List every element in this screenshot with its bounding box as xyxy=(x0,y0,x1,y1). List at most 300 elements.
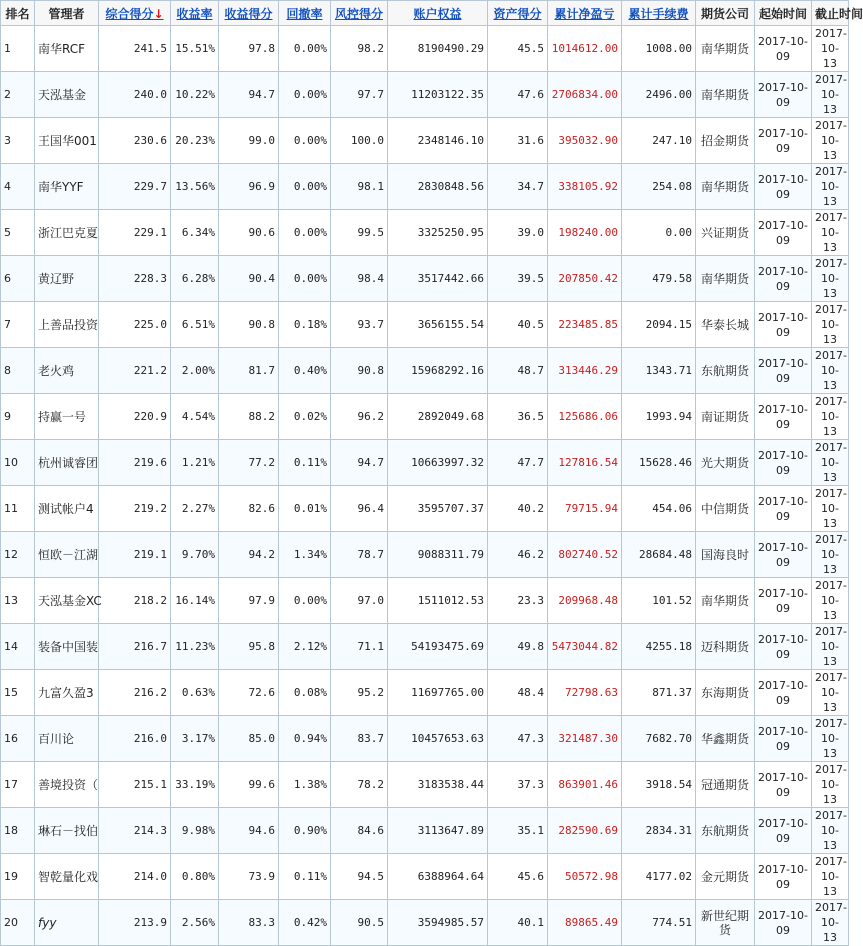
start-time-cell: 2017-10-09 xyxy=(755,716,812,762)
asset-score-cell: 45.6 xyxy=(488,854,548,900)
end-time-cell: 2017-10-13 xyxy=(812,256,849,302)
manager-name-cell[interactable]: 南华YYF xyxy=(35,164,99,210)
fees-cell: 2834.31 xyxy=(622,808,696,854)
table-row xyxy=(1,808,849,854)
composite-score-cell: 214.3 xyxy=(99,808,171,854)
header-composite-score[interactable] xyxy=(99,1,171,26)
end-time-cell: 2017-10-13 xyxy=(812,578,849,624)
company-cell: 华泰长城 xyxy=(696,302,755,348)
rank-cell: 12 xyxy=(1,532,35,578)
composite-score-cell: 216.2 xyxy=(99,670,171,716)
manager-name-cell[interactable]: 杭州诚睿团 xyxy=(35,440,99,486)
table-row xyxy=(1,670,849,716)
return-rate-cell: 16.14% xyxy=(171,578,219,624)
header-return-score[interactable]: 收益得分 xyxy=(219,1,279,26)
fees-cell: 454.06 xyxy=(622,486,696,532)
end-time-cell: 2017-10-13 xyxy=(812,624,849,670)
equity-cell: 6388964.64 xyxy=(388,854,488,900)
start-time-cell: 2017-10-09 xyxy=(755,808,812,854)
net-pnl-cell: 338105.92 xyxy=(548,164,622,210)
start-time-cell: 2017-10-09 xyxy=(755,854,812,900)
end-time-cell: 2017-10-13 xyxy=(812,808,849,854)
net-pnl-cell: 198240.00 xyxy=(548,210,622,256)
asset-score-cell: 31.6 xyxy=(488,118,548,164)
net-pnl-cell: 223485.85 xyxy=(548,302,622,348)
drawdown-cell: 0.00% xyxy=(279,210,331,256)
composite-score-cell: 225.0 xyxy=(99,302,171,348)
table-row xyxy=(1,578,849,624)
start-time-cell: 2017-10-09 xyxy=(755,26,812,72)
manager-name-cell[interactable]: 老火鸡 xyxy=(35,348,99,394)
manager-name-cell[interactable]: 琳石－找伯 xyxy=(35,808,99,854)
fees-cell: 871.37 xyxy=(622,670,696,716)
return-rate-cell: 6.51% xyxy=(171,302,219,348)
equity-cell: 3517442.66 xyxy=(388,256,488,302)
net-pnl-cell: 50572.98 xyxy=(548,854,622,900)
asset-score-cell: 48.4 xyxy=(488,670,548,716)
return-rate-cell: 3.17% xyxy=(171,716,219,762)
return-score-cell: 72.6 xyxy=(219,670,279,716)
drawdown-cell: 0.40% xyxy=(279,348,331,394)
end-time-cell: 2017-10-13 xyxy=(812,348,849,394)
asset-score-cell: 34.7 xyxy=(488,164,548,210)
composite-score-cell: 215.1 xyxy=(99,762,171,808)
return-score-cell: 94.6 xyxy=(219,808,279,854)
equity-cell: 8190490.29 xyxy=(388,26,488,72)
return-score-cell: 99.6 xyxy=(219,762,279,808)
drawdown-cell: 0.00% xyxy=(279,118,331,164)
return-score-cell: 97.8 xyxy=(219,26,279,72)
rank-cell: 7 xyxy=(1,302,35,348)
fees-cell: 2496.00 xyxy=(622,72,696,118)
composite-score-cell: 216.0 xyxy=(99,716,171,762)
asset-score-cell: 40.1 xyxy=(488,900,548,946)
composite-score-cell: 219.1 xyxy=(99,532,171,578)
manager-name-cell[interactable]: 持赢一号 xyxy=(35,394,99,440)
equity-cell: 1511012.53 xyxy=(388,578,488,624)
return-score-cell: 96.9 xyxy=(219,164,279,210)
header-net-pnl[interactable]: 累计净盈亏 xyxy=(548,1,622,26)
net-pnl-cell: 863901.46 xyxy=(548,762,622,808)
return-rate-cell: 11.23% xyxy=(171,624,219,670)
equity-cell: 3595707.37 xyxy=(388,486,488,532)
asset-score-cell: 49.8 xyxy=(488,624,548,670)
header-end-time: 截止时间 xyxy=(812,1,849,26)
company-cell: 东海期货 xyxy=(696,670,755,716)
composite-score-cell: 229.1 xyxy=(99,210,171,256)
return-rate-cell: 0.63% xyxy=(171,670,219,716)
company-cell: 南证期货 xyxy=(696,394,755,440)
drawdown-cell: 1.38% xyxy=(279,762,331,808)
rank-cell: 9 xyxy=(1,394,35,440)
table-row xyxy=(1,762,849,808)
rank-cell: 3 xyxy=(1,118,35,164)
risk-score-cell: 78.2 xyxy=(331,762,388,808)
fees-cell: 774.51 xyxy=(622,900,696,946)
fees-cell: 28684.48 xyxy=(622,532,696,578)
rank-cell: 1 xyxy=(1,26,35,72)
rank-cell: 16 xyxy=(1,716,35,762)
start-time-cell: 2017-10-09 xyxy=(755,348,812,394)
composite-score-cell: 221.2 xyxy=(99,348,171,394)
return-score-cell: 94.7 xyxy=(219,72,279,118)
return-score-cell: 81.7 xyxy=(219,348,279,394)
asset-score-cell: 36.5 xyxy=(488,394,548,440)
composite-score-cell: 213.9 xyxy=(99,900,171,946)
company-cell: 迈科期货 xyxy=(696,624,755,670)
rank-cell: 11 xyxy=(1,486,35,532)
rank-cell: 2 xyxy=(1,72,35,118)
table-body xyxy=(1,26,849,946)
return-score-cell: 90.4 xyxy=(219,256,279,302)
start-time-cell: 2017-10-09 xyxy=(755,624,812,670)
net-pnl-cell: 802740.52 xyxy=(548,532,622,578)
start-time-cell: 2017-10-09 xyxy=(755,394,812,440)
end-time-cell: 2017-10-13 xyxy=(812,440,849,486)
company-cell: 南华期货 xyxy=(696,256,755,302)
equity-cell: 10457653.63 xyxy=(388,716,488,762)
header-fees[interactable]: 累计手续费 xyxy=(622,1,696,26)
start-time-cell: 2017-10-09 xyxy=(755,900,812,946)
asset-score-cell: 48.7 xyxy=(488,348,548,394)
manager-name-cell[interactable]: 测试帐户4 xyxy=(35,486,99,532)
net-pnl-cell: 282590.69 xyxy=(548,808,622,854)
header-start-time: 起始时间 xyxy=(755,1,812,26)
return-score-cell: 82.6 xyxy=(219,486,279,532)
fees-cell: 4177.02 xyxy=(622,854,696,900)
risk-score-cell: 78.7 xyxy=(331,532,388,578)
start-time-cell: 2017-10-09 xyxy=(755,762,812,808)
table-row xyxy=(1,118,849,164)
risk-score-cell: 96.2 xyxy=(331,394,388,440)
drawdown-cell: 0.01% xyxy=(279,486,331,532)
start-time-cell: 2017-10-09 xyxy=(755,532,812,578)
drawdown-cell: 0.00% xyxy=(279,578,331,624)
equity-cell: 15968292.16 xyxy=(388,348,488,394)
risk-score-cell: 94.5 xyxy=(331,854,388,900)
equity-cell: 3183538.44 xyxy=(388,762,488,808)
risk-score-cell: 93.7 xyxy=(331,302,388,348)
asset-score-cell: 40.2 xyxy=(488,486,548,532)
rank-cell: 14 xyxy=(1,624,35,670)
return-rate-cell: 4.54% xyxy=(171,394,219,440)
asset-score-cell: 46.2 xyxy=(488,532,548,578)
fees-cell: 1993.94 xyxy=(622,394,696,440)
drawdown-cell: 1.34% xyxy=(279,532,331,578)
net-pnl-cell: 321487.30 xyxy=(548,716,622,762)
asset-score-cell: 40.5 xyxy=(488,302,548,348)
return-rate-cell: 9.98% xyxy=(171,808,219,854)
return-score-cell: 90.8 xyxy=(219,302,279,348)
manager-name-cell[interactable]: 天泓基金XC xyxy=(35,578,99,624)
risk-score-cell: 94.7 xyxy=(331,440,388,486)
table-row xyxy=(1,854,849,900)
return-rate-cell: 2.27% xyxy=(171,486,219,532)
drawdown-cell: 0.11% xyxy=(279,440,331,486)
return-score-cell: 94.2 xyxy=(219,532,279,578)
risk-score-cell: 97.0 xyxy=(331,578,388,624)
composite-score-cell: 218.2 xyxy=(99,578,171,624)
start-time-cell: 2017-10-09 xyxy=(755,72,812,118)
start-time-cell: 2017-10-09 xyxy=(755,670,812,716)
rank-cell: 8 xyxy=(1,348,35,394)
manager-name-cell[interactable]: 浙江巴克夏 xyxy=(35,210,99,256)
start-time-cell: 2017-10-09 xyxy=(755,440,812,486)
return-score-cell: 99.0 xyxy=(219,118,279,164)
start-time-cell: 2017-10-09 xyxy=(755,486,812,532)
header-drawdown[interactable]: 回撤率 xyxy=(279,1,331,26)
company-cell: 光大期货 xyxy=(696,440,755,486)
start-time-cell: 2017-10-09 xyxy=(755,256,812,302)
equity-cell: 9088311.79 xyxy=(388,532,488,578)
return-rate-cell: 10.22% xyxy=(171,72,219,118)
manager-name-cell[interactable]: 九富久盈3 xyxy=(35,670,99,716)
company-cell: 中信期货 xyxy=(696,486,755,532)
drawdown-cell: 0.90% xyxy=(279,808,331,854)
return-rate-cell: 2.56% xyxy=(171,900,219,946)
end-time-cell: 2017-10-13 xyxy=(812,302,849,348)
end-time-cell: 2017-10-13 xyxy=(812,486,849,532)
composite-score-cell: 229.7 xyxy=(99,164,171,210)
fees-cell: 479.58 xyxy=(622,256,696,302)
asset-score-cell: 23.3 xyxy=(488,578,548,624)
risk-score-cell: 90.8 xyxy=(331,348,388,394)
return-rate-cell: 15.51% xyxy=(171,26,219,72)
company-cell: 金元期货 xyxy=(696,854,755,900)
composite-score-cell: 230.6 xyxy=(99,118,171,164)
equity-cell: 3325250.95 xyxy=(388,210,488,256)
table-row xyxy=(1,440,849,486)
drawdown-cell: 0.08% xyxy=(279,670,331,716)
fees-cell: 7682.70 xyxy=(622,716,696,762)
equity-cell: 54193475.69 xyxy=(388,624,488,670)
equity-cell: 11697765.00 xyxy=(388,670,488,716)
asset-score-cell: 39.0 xyxy=(488,210,548,256)
drawdown-cell: 2.12% xyxy=(279,624,331,670)
fees-cell: 1343.71 xyxy=(622,348,696,394)
table-row xyxy=(1,302,849,348)
return-score-cell: 97.9 xyxy=(219,578,279,624)
table-row xyxy=(1,532,849,578)
rank-cell: 20 xyxy=(1,900,35,946)
composite-score-cell: 219.6 xyxy=(99,440,171,486)
rank-cell: 15 xyxy=(1,670,35,716)
header-equity[interactable]: 账户权益 xyxy=(388,1,488,26)
asset-score-cell: 39.5 xyxy=(488,256,548,302)
composite-score-cell: 219.2 xyxy=(99,486,171,532)
return-score-cell: 95.8 xyxy=(219,624,279,670)
return-score-cell: 77.2 xyxy=(219,440,279,486)
net-pnl-cell: 79715.94 xyxy=(548,486,622,532)
company-cell: 新世纪期货 xyxy=(696,900,755,946)
asset-score-cell: 47.7 xyxy=(488,440,548,486)
manager-name-cell[interactable]: 恒欧－江湖 xyxy=(35,532,99,578)
manager-name-cell[interactable]: 百川论 xyxy=(35,716,99,762)
start-time-cell: 2017-10-09 xyxy=(755,578,812,624)
composite-score-cell: 241.5 xyxy=(99,26,171,72)
risk-score-cell: 83.7 xyxy=(331,716,388,762)
return-rate-cell: 13.56% xyxy=(171,164,219,210)
table-row xyxy=(1,716,849,762)
end-time-cell: 2017-10-13 xyxy=(812,900,849,946)
asset-score-cell: 47.3 xyxy=(488,716,548,762)
fees-cell: 247.10 xyxy=(622,118,696,164)
company-cell: 冠通期货 xyxy=(696,762,755,808)
composite-score-cell: 216.7 xyxy=(99,624,171,670)
table-row xyxy=(1,256,849,302)
manager-name-cell[interactable]: fyy xyxy=(35,900,99,946)
end-time-cell: 2017-10-13 xyxy=(812,210,849,256)
manager-name-cell[interactable]: 善境投资（ xyxy=(35,762,99,808)
asset-score-cell: 37.3 xyxy=(488,762,548,808)
return-score-cell: 90.6 xyxy=(219,210,279,256)
asset-score-cell: 47.6 xyxy=(488,72,548,118)
rank-cell: 18 xyxy=(1,808,35,854)
drawdown-cell: 0.18% xyxy=(279,302,331,348)
net-pnl-cell: 207850.42 xyxy=(548,256,622,302)
rank-cell: 6 xyxy=(1,256,35,302)
fees-cell: 15628.46 xyxy=(622,440,696,486)
fees-cell: 0.00 xyxy=(622,210,696,256)
rank-cell: 19 xyxy=(1,854,35,900)
start-time-cell: 2017-10-09 xyxy=(755,164,812,210)
net-pnl-cell: 89865.49 xyxy=(548,900,622,946)
manager-name-cell[interactable]: 黄辽野 xyxy=(35,256,99,302)
risk-score-cell: 98.2 xyxy=(331,26,388,72)
fees-cell: 3918.54 xyxy=(622,762,696,808)
drawdown-cell: 0.11% xyxy=(279,854,331,900)
company-cell: 东航期货 xyxy=(696,348,755,394)
company-cell: 东航期货 xyxy=(696,808,755,854)
manager-name-cell[interactable]: 装备中国装 xyxy=(35,624,99,670)
drawdown-cell: 0.00% xyxy=(279,164,331,210)
start-time-cell: 2017-10-09 xyxy=(755,302,812,348)
risk-score-cell: 95.2 xyxy=(331,670,388,716)
rank-cell: 5 xyxy=(1,210,35,256)
net-pnl-cell: 2706834.00 xyxy=(548,72,622,118)
return-rate-cell: 20.23% xyxy=(171,118,219,164)
table-row xyxy=(1,624,849,670)
company-cell: 兴证期货 xyxy=(696,210,755,256)
end-time-cell: 2017-10-13 xyxy=(812,762,849,808)
composite-score-cell: 220.9 xyxy=(99,394,171,440)
fees-cell: 2094.15 xyxy=(622,302,696,348)
drawdown-cell: 0.00% xyxy=(279,72,331,118)
return-rate-cell: 2.00% xyxy=(171,348,219,394)
rank-cell: 4 xyxy=(1,164,35,210)
composite-score-cell: 214.0 xyxy=(99,854,171,900)
drawdown-cell: 0.42% xyxy=(279,900,331,946)
fees-cell: 101.52 xyxy=(622,578,696,624)
end-time-cell: 2017-10-13 xyxy=(812,26,849,72)
company-cell: 南华期货 xyxy=(696,578,755,624)
header-return-rate[interactable]: 收益率 xyxy=(171,1,219,26)
header-rank: 排名 xyxy=(1,1,35,26)
return-rate-cell: 9.70% xyxy=(171,532,219,578)
return-score-cell: 88.2 xyxy=(219,394,279,440)
table-row xyxy=(1,210,849,256)
company-cell: 国海良时 xyxy=(696,532,755,578)
table-row xyxy=(1,348,849,394)
sort-down-arrow-icon: ↓ xyxy=(153,6,164,21)
fees-cell: 254.08 xyxy=(622,164,696,210)
equity-cell: 2348146.10 xyxy=(388,118,488,164)
header-manager: 管理者 xyxy=(35,1,99,26)
rank-cell: 13 xyxy=(1,578,35,624)
manager-name-cell[interactable]: 上善品投资 xyxy=(35,302,99,348)
header-risk-score[interactable]: 风控得分 xyxy=(331,1,388,26)
header-row xyxy=(1,1,849,26)
risk-score-cell: 99.5 xyxy=(331,210,388,256)
net-pnl-cell: 395032.90 xyxy=(548,118,622,164)
return-score-cell: 83.3 xyxy=(219,900,279,946)
table-row xyxy=(1,900,849,946)
net-pnl-cell: 127816.54 xyxy=(548,440,622,486)
drawdown-cell: 0.00% xyxy=(279,256,331,302)
return-score-cell: 73.9 xyxy=(219,854,279,900)
composite-score-cell: 228.3 xyxy=(99,256,171,302)
header-company: 期货公司 xyxy=(696,1,755,26)
return-rate-cell: 6.28% xyxy=(171,256,219,302)
end-time-cell: 2017-10-13 xyxy=(812,854,849,900)
fees-cell: 1008.00 xyxy=(622,26,696,72)
table-row xyxy=(1,394,849,440)
manager-name-cell[interactable]: 智乾量化戏 xyxy=(35,854,99,900)
table-row xyxy=(1,164,849,210)
equity-cell: 10663997.32 xyxy=(388,440,488,486)
return-rate-cell: 0.80% xyxy=(171,854,219,900)
drawdown-cell: 0.02% xyxy=(279,394,331,440)
equity-cell: 11203122.35 xyxy=(388,72,488,118)
end-time-cell: 2017-10-13 xyxy=(812,532,849,578)
risk-score-cell: 90.5 xyxy=(331,900,388,946)
company-cell: 南华期货 xyxy=(696,164,755,210)
end-time-cell: 2017-10-13 xyxy=(812,716,849,762)
equity-cell: 3656155.54 xyxy=(388,302,488,348)
manager-name-cell[interactable]: 王国华001 xyxy=(35,118,99,164)
return-rate-cell: 33.19% xyxy=(171,762,219,808)
net-pnl-cell: 313446.29 xyxy=(548,348,622,394)
end-time-cell: 2017-10-13 xyxy=(812,164,849,210)
asset-score-cell: 35.1 xyxy=(488,808,548,854)
end-time-cell: 2017-10-13 xyxy=(812,72,849,118)
risk-score-cell: 96.4 xyxy=(331,486,388,532)
fees-cell: 4255.18 xyxy=(622,624,696,670)
equity-cell: 2892049.68 xyxy=(388,394,488,440)
end-time-cell: 2017-10-13 xyxy=(812,118,849,164)
return-score-cell: 85.0 xyxy=(219,716,279,762)
company-cell: 华鑫期货 xyxy=(696,716,755,762)
rank-cell: 17 xyxy=(1,762,35,808)
manager-name-cell[interactable]: 南华RCF xyxy=(35,26,99,72)
header-asset-score[interactable]: 资产得分 xyxy=(488,1,548,26)
return-rate-cell: 6.34% xyxy=(171,210,219,256)
risk-score-cell: 71.1 xyxy=(331,624,388,670)
table-row xyxy=(1,486,849,532)
risk-score-cell: 84.6 xyxy=(331,808,388,854)
risk-score-cell: 98.4 xyxy=(331,256,388,302)
net-pnl-cell: 209968.48 xyxy=(548,578,622,624)
end-time-cell: 2017-10-13 xyxy=(812,394,849,440)
net-pnl-cell: 5473044.82 xyxy=(548,624,622,670)
table-row xyxy=(1,26,849,72)
risk-score-cell: 100.0 xyxy=(331,118,388,164)
equity-cell: 2830848.56 xyxy=(388,164,488,210)
company-cell: 招金期货 xyxy=(696,118,755,164)
manager-name-cell[interactable]: 天泓基金 xyxy=(35,72,99,118)
drawdown-cell: 0.00% xyxy=(279,26,331,72)
risk-score-cell: 97.7 xyxy=(331,72,388,118)
